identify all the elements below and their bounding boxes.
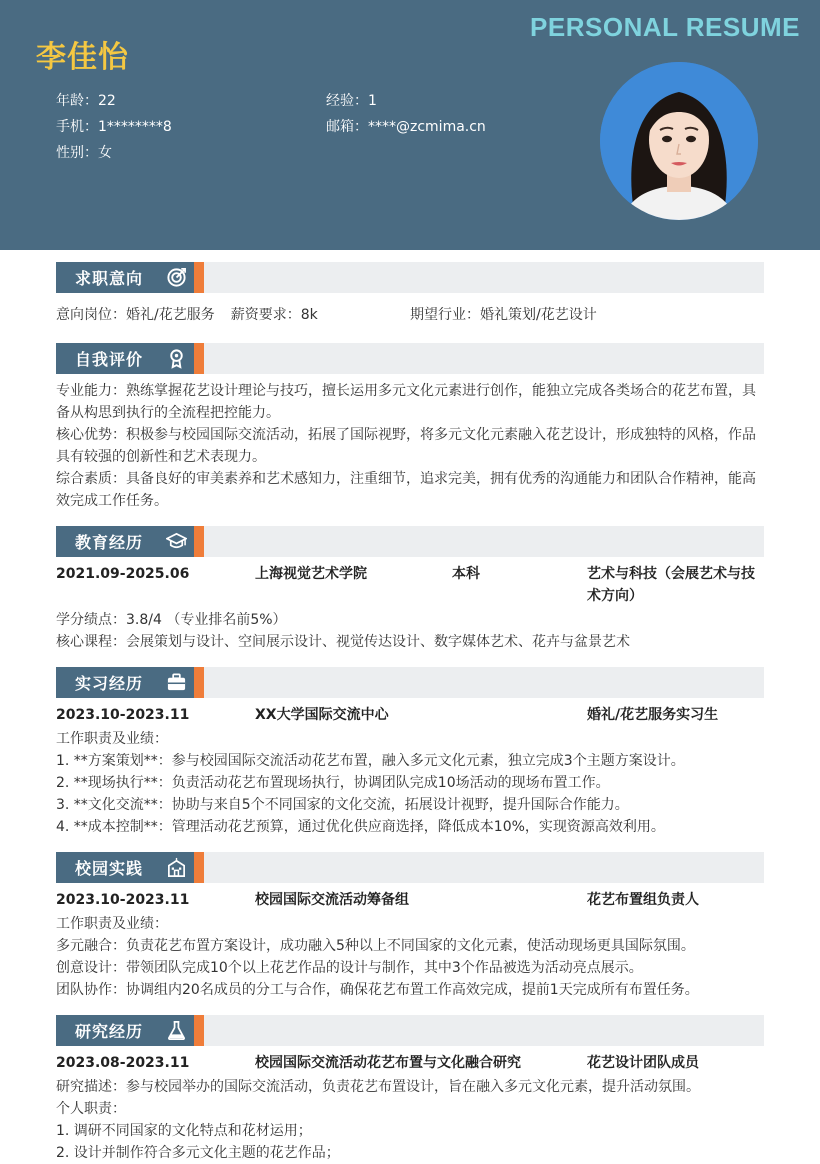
research-duty-label: 个人职责： bbox=[56, 1101, 126, 1117]
research-role: 花艺设计团队成员 bbox=[587, 1055, 699, 1071]
phone-field: 手机：1********8 bbox=[56, 119, 172, 135]
section-header-campus bbox=[56, 852, 764, 883]
campus-date: 2023.10-2023.11 bbox=[56, 892, 190, 908]
campus-intro: 工作职责及业绩： bbox=[56, 916, 168, 932]
desired-position: 意向岗位：婚礼/花艺服务 bbox=[56, 307, 215, 323]
self-eval-line: 专业能力：熟练掌握花艺设计理论与技巧，擅长运用多元文化元素进行创作，能独立完成各类场合的花艺布置，具备从构思到执行的全流程把控能力。 bbox=[56, 383, 756, 421]
flask-icon bbox=[166, 1020, 187, 1041]
experience-field: 经验：1 bbox=[326, 93, 377, 109]
section-title-research: 研究经历 bbox=[75, 1022, 144, 1041]
section-header-research bbox=[56, 1015, 764, 1046]
campus-item: 多元融合：负责花艺布置方案设计，成功融入5种以上不同国家的文化元素，使活动现场更具国际氛围。 bbox=[56, 938, 695, 954]
section-title-intention: 求职意向 bbox=[75, 269, 144, 288]
internship-item: 2. **现场执行**：负责活动花艺布置现场执行，协调团队完成10场活动的现场布置工作。 bbox=[56, 775, 610, 791]
section-title-self-eval: 自我评价 bbox=[75, 350, 144, 369]
internship-item: 4. **成本控制**：管理活动花艺预算，通过优化供应商选择，降低成本10%，实现资源高效利用。 bbox=[56, 819, 665, 835]
internship-item: 1. **方案策划**：参与校园国际交流活动花艺布置，融入多元文化元素，独立完成3个主题方案设计。 bbox=[56, 753, 685, 769]
section-header-education bbox=[56, 526, 764, 557]
section-header-internship bbox=[56, 667, 764, 698]
candidate-name: 李佳怡 bbox=[36, 40, 129, 75]
section-header-intention bbox=[56, 262, 764, 293]
campus-item: 创意设计：带领团队完成10个以上花艺作品的设计与制作，其中3个作品被选为活动亮点展示。 bbox=[56, 960, 643, 976]
education-school: 上海视觉艺术学院 bbox=[255, 566, 367, 582]
internship-item: 3. **文化交流**：协助与来自5个不同国家的文化交流，拓展设计视野，提升国际合作能力。 bbox=[56, 797, 629, 813]
research-item: 1. 调研不同国家的文化特点和花材运用； bbox=[56, 1123, 312, 1139]
section-title-campus: 校园实践 bbox=[75, 859, 144, 878]
research-project: 校园国际交流活动花艺布置与文化融合研究 bbox=[255, 1055, 521, 1071]
education-courses: 核心课程：会展策划与设计、空间展示设计、视觉传达设计、数字媒体艺术、花卉与盆景艺术 bbox=[56, 634, 630, 650]
briefcase-icon bbox=[166, 672, 187, 693]
internship-role: 婚礼/花艺服务实习生 bbox=[587, 707, 719, 723]
campus-org: 校园国际交流活动筹备组 bbox=[255, 892, 409, 908]
self-eval-line: 综合素质：具备良好的审美素养和艺术感知力，注重细节，追求完美，拥有优秀的沟通能力和团队合作精神，能高效完成工作任务。 bbox=[56, 471, 756, 509]
profile-photo bbox=[600, 62, 758, 220]
email-field: 邮箱：****@zcmima.cn bbox=[326, 119, 486, 135]
campus-role: 花艺布置组负责人 bbox=[587, 892, 699, 908]
section-header-self-eval bbox=[56, 343, 764, 374]
self-eval-line: 核心优势：积极参与校园国际交流活动，拓展了国际视野，将多元文化元素融入花艺设计，形成独特的风格，作品具有较强的创新性和艺术表现力。 bbox=[56, 427, 756, 465]
research-item: 2. 设计并制作符合多元文化主题的花艺作品； bbox=[56, 1145, 340, 1161]
internship-org: XX大学国际交流中心 bbox=[255, 707, 389, 723]
graduation-cap-icon bbox=[166, 531, 187, 552]
award-ribbon-icon bbox=[166, 348, 187, 369]
campus-item: 团队协作：协调组内20名成员的分工与合作，确保花艺布置工作高效完成，提前1天完成所有布置任务。 bbox=[56, 982, 699, 998]
internship-date: 2023.10-2023.11 bbox=[56, 707, 190, 723]
section-title-education: 教育经历 bbox=[75, 533, 144, 552]
education-degree: 本科 bbox=[452, 566, 480, 582]
resume-header bbox=[0, 0, 820, 250]
resume-label: PERSONAL RESUME bbox=[530, 12, 800, 42]
school-building-icon bbox=[166, 857, 187, 878]
gender-field: 性别：女 bbox=[56, 145, 112, 161]
research-date: 2023.08-2023.11 bbox=[56, 1055, 190, 1071]
research-description: 研究描述：参与校园举办的国际交流活动，负责花艺布置设计，旨在融入多元文化元素，提升活动氛围。 bbox=[56, 1079, 700, 1095]
internship-intro: 工作职责及业绩： bbox=[56, 731, 168, 747]
desired-salary: 薪资要求：8k bbox=[230, 307, 318, 323]
section-title-internship: 实习经历 bbox=[75, 674, 144, 693]
age-field: 年龄：22 bbox=[56, 93, 116, 109]
education-major: 艺术与科技（会展艺术与技术方向） bbox=[587, 566, 755, 604]
desired-industry: 期望行业：婚礼策划/花艺设计 bbox=[410, 307, 597, 323]
target-icon bbox=[166, 267, 187, 288]
education-date: 2021.09-2025.06 bbox=[56, 566, 190, 582]
education-gpa: 学分绩点：3.8/4 （专业排名前5%） bbox=[56, 612, 287, 628]
